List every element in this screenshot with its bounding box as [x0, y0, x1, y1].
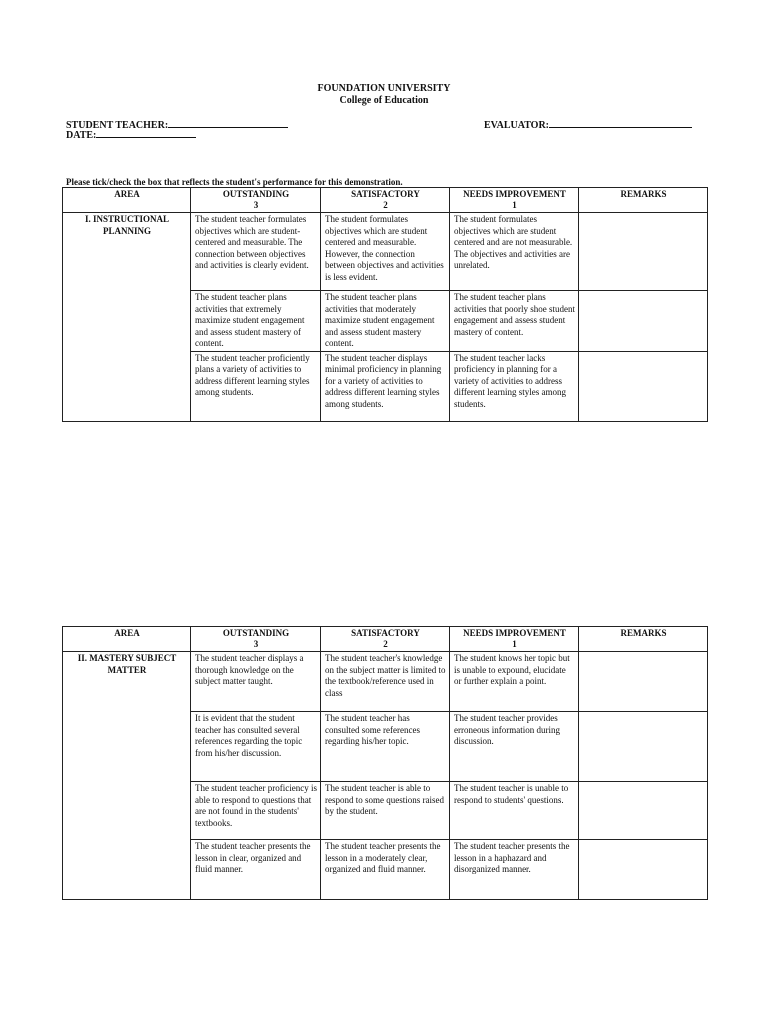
college-name: College of Education	[339, 95, 429, 106]
table-row	[63, 652, 708, 712]
table-header-row	[63, 627, 708, 652]
column-header-area: AREA	[63, 627, 191, 652]
needs-improvement-cell[interactable]: The student teacher is unable to respond to students' questions.	[450, 782, 579, 840]
needs-improvement-cell[interactable]: The student teacher lacks proficiency in planning for a variety of activities to address different learning styles among students.	[450, 351, 579, 421]
area-cell: I. INSTRUCTIONAL PLANNING	[63, 213, 191, 422]
student-teacher-label: STUDENT TEACHER:	[66, 120, 169, 131]
rubric-table-mastery-subject-matter	[62, 626, 708, 900]
remarks-cell[interactable]	[579, 712, 708, 782]
instructions-text: Please tick/check the box that reflects the student's performance for this demonstration.	[66, 177, 403, 187]
satisfactory-cell[interactable]: The student teacher's knowledge on the subject matter is limited to the textbook/reference used in class	[321, 652, 450, 712]
remarks-cell[interactable]	[579, 351, 708, 421]
needs-improvement-cell[interactable]: The student teacher provides erroneous information during discussion.	[450, 712, 579, 782]
outstanding-cell[interactable]: The student teacher proficiency is able to respond to questions that are not found in the students' textbooks.	[191, 782, 321, 840]
column-header-needs-improvement: NEEDS IMPROVEMENT 1	[450, 627, 579, 652]
evaluator-blank[interactable]	[549, 119, 692, 128]
column-header-remarks: REMARKS	[579, 627, 708, 652]
needs-improvement-cell[interactable]: The student teacher presents the lesson in a haphazard and disorganized manner.	[450, 840, 579, 900]
table-header-row	[63, 188, 708, 213]
rubric-table-instructional-planning	[62, 187, 708, 422]
satisfactory-cell[interactable]: The student formulates objectives which are student centered and measurable. However, the connection between objectives and activities is less evident.	[321, 213, 450, 291]
date-blank[interactable]	[96, 129, 196, 138]
student-teacher-blank[interactable]	[168, 119, 288, 128]
remarks-cell[interactable]	[579, 213, 708, 291]
needs-improvement-cell[interactable]: The student teacher plans activities that poorly shoe student engagement and assess student mastery of content.	[450, 291, 579, 352]
column-header-satisfactory: SATISFACTORY 2	[321, 188, 450, 213]
outstanding-cell[interactable]: It is evident that the student teacher has consulted several references regarding the topic from his/her discussion.	[191, 712, 321, 782]
outstanding-cell[interactable]: The student teacher plans activities that extremely maximize student engagement and assess student mastery of content.	[191, 291, 321, 352]
table-row	[63, 213, 708, 291]
satisfactory-cell[interactable]: The student teacher is able to respond to some questions raised by the student.	[321, 782, 450, 840]
evaluator-label: EVALUATOR:	[484, 120, 550, 131]
column-header-outstanding: OUTSTANDING 3	[191, 188, 321, 213]
remarks-cell[interactable]	[579, 291, 708, 352]
column-header-satisfactory: SATISFACTORY 2	[321, 627, 450, 652]
date-label: DATE:	[66, 130, 97, 141]
outstanding-cell[interactable]: The student teacher formulates objectives which are student- centered and measurable. The connection between objectives and activities is clearly evident.	[191, 213, 321, 291]
needs-improvement-cell[interactable]: The student formulates objectives which are student centered and are not measurable. The objectives and activities are unrelated.	[450, 213, 579, 291]
column-header-outstanding: OUTSTANDING 3	[191, 627, 321, 652]
satisfactory-cell[interactable]: The student teacher displays minimal proficiency in planning for a variety of activities to address different learning styles among students.	[321, 351, 450, 421]
area-cell: II. MASTERY SUBJECT MATTER	[63, 652, 191, 900]
satisfactory-cell[interactable]: The student teacher plans activities that moderately maximize student engagement and assess student mastery content.	[321, 291, 450, 352]
remarks-cell[interactable]	[579, 840, 708, 900]
remarks-cell[interactable]	[579, 652, 708, 712]
date-field[interactable]	[66, 129, 196, 141]
remarks-cell[interactable]	[579, 782, 708, 840]
university-name: FOUNDATION UNIVERSITY	[317, 83, 451, 94]
outstanding-cell[interactable]: The student teacher proficiently plans a variety of activities to address different learning styles among students.	[191, 351, 321, 421]
outstanding-cell[interactable]: The student teacher presents the lesson in clear, organized and fluid manner.	[191, 840, 321, 900]
evaluator-field[interactable]	[484, 119, 692, 131]
satisfactory-cell[interactable]: The student teacher has consulted some references regarding his/her topic.	[321, 712, 450, 782]
needs-improvement-cell[interactable]: The student knows her topic but is unable to expound, elucidate or further explain a point.	[450, 652, 579, 712]
column-header-needs-improvement: NEEDS IMPROVEMENT 1	[450, 188, 579, 213]
column-header-remarks: REMARKS	[579, 188, 708, 213]
outstanding-cell[interactable]: The student teacher displays a thorough knowledge on the subject matter taught.	[191, 652, 321, 712]
satisfactory-cell[interactable]: The student teacher presents the lesson in a moderately clear, organized and fluid manner.	[321, 840, 450, 900]
column-header-area: AREA	[63, 188, 191, 213]
